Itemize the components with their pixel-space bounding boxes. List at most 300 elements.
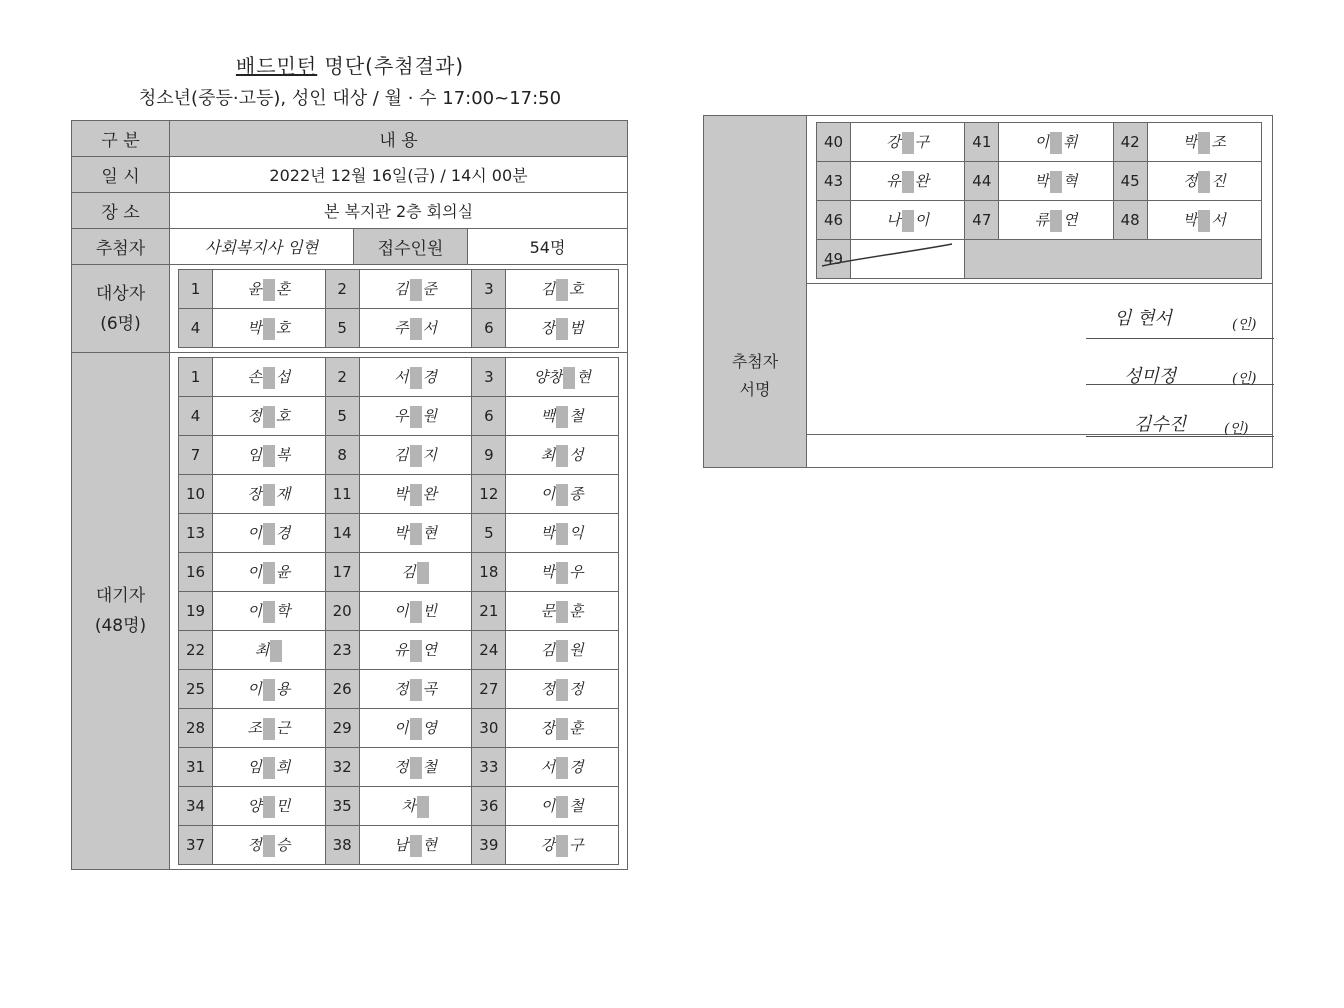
- name-first: 양창: [533, 367, 563, 386]
- entry-name: [506, 748, 619, 787]
- entry-number: 5: [325, 397, 359, 436]
- selected-count: (6명): [100, 313, 141, 334]
- name-last: 호: [569, 279, 584, 298]
- name-last: 성: [569, 445, 584, 464]
- entry-name: [999, 162, 1113, 201]
- name-first: 박: [1034, 171, 1049, 190]
- entry-number: 17: [325, 553, 359, 592]
- name-last: 철: [569, 796, 584, 815]
- redaction-mask: [263, 484, 275, 506]
- redaction-mask: [410, 279, 422, 301]
- table-row: [179, 475, 619, 514]
- entry-name: [213, 475, 326, 514]
- name-first: 유: [886, 171, 901, 190]
- redaction-mask: [410, 640, 422, 662]
- signer-label: [704, 348, 806, 404]
- name-last: 조: [1211, 132, 1226, 151]
- entry-number: 12: [472, 475, 506, 514]
- divider: [806, 283, 1272, 284]
- redaction-mask: [263, 562, 275, 584]
- entry-number: 32: [325, 748, 359, 787]
- entry-number: 14: [325, 514, 359, 553]
- name-first: 강: [540, 835, 556, 854]
- redaction-mask: [556, 445, 568, 467]
- entry-number: 27: [472, 670, 506, 709]
- redaction-mask: [410, 318, 422, 340]
- entry-number: 1: [179, 270, 213, 309]
- name-first: 김: [401, 562, 416, 581]
- redaction-mask: [263, 796, 275, 818]
- entry-number: 29: [325, 709, 359, 748]
- name-first: 정: [247, 406, 262, 425]
- entry-number: 36: [472, 787, 506, 826]
- name-first: 정: [540, 679, 556, 698]
- entry-number: 39: [472, 826, 506, 865]
- document-subtitle: 청소년(중등·고등), 성인 대상 / 월 · 수 17:00~17:50: [138, 88, 562, 109]
- name-last: 원: [569, 640, 584, 659]
- name-last: 진: [1211, 171, 1226, 190]
- table-row: [179, 748, 619, 787]
- entry-number: 5: [325, 309, 359, 348]
- entry-number: 37: [179, 826, 213, 865]
- name-first: 정: [247, 835, 262, 854]
- name-last: 철: [422, 757, 437, 776]
- entry-name: [851, 162, 965, 201]
- entry-name: [213, 826, 326, 865]
- name-last: 지: [422, 445, 437, 464]
- entry-name: [359, 787, 472, 826]
- entry-number: 21: [472, 592, 506, 631]
- redaction-mask: [263, 318, 275, 340]
- table-row: [179, 514, 619, 553]
- redaction-mask: [1050, 132, 1062, 154]
- entry-name: [213, 270, 326, 309]
- name-last: 경: [422, 367, 437, 386]
- entry-number: 44: [965, 162, 999, 201]
- entry-number: 25: [179, 670, 213, 709]
- name-first: 차: [401, 796, 416, 815]
- entry-name: [359, 826, 472, 865]
- place-label: 장 소: [72, 193, 170, 229]
- name-first: 남: [394, 835, 409, 854]
- table-row: [179, 397, 619, 436]
- redaction-mask: [410, 601, 422, 623]
- entry-name: [851, 201, 965, 240]
- entry-number: 8: [325, 436, 359, 475]
- name-first: 장: [540, 718, 556, 737]
- redaction-mask: [263, 601, 275, 623]
- table-row: [179, 709, 619, 748]
- entry-name: [359, 709, 472, 748]
- waiting-cell: [170, 353, 628, 870]
- redaction-mask: [410, 757, 422, 779]
- entry-name: [506, 514, 619, 553]
- name-last: 완: [422, 484, 437, 503]
- entry-number: 35: [325, 787, 359, 826]
- signature-2: 성미정: [1124, 366, 1177, 387]
- name-last: 익: [569, 523, 584, 542]
- table-row: [179, 631, 619, 670]
- entry-name: [506, 397, 619, 436]
- name-last: 빈: [422, 601, 437, 620]
- entry-number: 13: [179, 514, 213, 553]
- redaction-mask: [902, 132, 914, 154]
- redaction-mask: [410, 718, 422, 740]
- redaction-mask: [263, 757, 275, 779]
- redaction-mask: [263, 367, 275, 389]
- entry-number: 3: [472, 270, 506, 309]
- entry-number: 20: [325, 592, 359, 631]
- name-last: 혁: [1062, 171, 1078, 190]
- name-first: 이: [247, 562, 262, 581]
- entry-name: [359, 670, 472, 709]
- name-first: 양: [247, 796, 262, 815]
- empty-filler: [965, 240, 1262, 279]
- entry-name: [506, 826, 619, 865]
- name-last: 구: [569, 835, 584, 854]
- name-last: 섭: [275, 367, 291, 386]
- entry-number: 46: [817, 201, 851, 240]
- place-value: 본 복지관 2층 회의실: [170, 193, 628, 229]
- entry-number: 11: [325, 475, 359, 514]
- redaction-mask: [263, 406, 275, 428]
- entry-number: 6: [472, 397, 506, 436]
- applicants-value: 54명: [468, 229, 628, 265]
- name-last: 호: [275, 406, 291, 425]
- name-first: 주: [394, 318, 409, 337]
- title-rest: 명단(추첨결과): [324, 54, 465, 78]
- name-last: 휘: [1062, 132, 1078, 151]
- name-last: 경: [275, 523, 291, 542]
- entry-number: 6: [472, 309, 506, 348]
- redaction-mask: [263, 523, 275, 545]
- entry-name: [506, 436, 619, 475]
- entry-number: 43: [817, 162, 851, 201]
- name-last: 현: [422, 835, 437, 854]
- entry-number: 2: [325, 358, 359, 397]
- entry-name: [999, 201, 1113, 240]
- redaction-mask: [556, 796, 568, 818]
- selected-grid: [178, 269, 619, 348]
- name-last: 근: [275, 718, 291, 737]
- entry-name: [359, 436, 472, 475]
- entry-name: [506, 553, 619, 592]
- redaction-mask: [410, 445, 422, 467]
- redaction-mask: [556, 718, 568, 740]
- redaction-mask: [263, 835, 275, 857]
- name-first: 강: [886, 132, 901, 151]
- name-first: 최: [254, 640, 270, 659]
- signer-label-column: [704, 116, 807, 467]
- redaction-mask: [417, 796, 429, 818]
- entry-number: 23: [325, 631, 359, 670]
- name-first: 이: [247, 601, 262, 620]
- name-first: 최: [540, 445, 556, 464]
- name-first: 김: [394, 279, 409, 298]
- entry-number: 19: [179, 592, 213, 631]
- selected-label: 대상자: [95, 283, 146, 304]
- entry-name: [213, 358, 326, 397]
- entry-number: 4: [179, 309, 213, 348]
- redaction-mask: [410, 484, 422, 506]
- datetime-label: 일 시: [72, 157, 170, 193]
- redaction-mask: [410, 367, 422, 389]
- entry-name: [359, 270, 472, 309]
- entry-name: [1147, 201, 1261, 240]
- redaction-mask: [270, 640, 282, 662]
- redaction-mask: [1198, 171, 1210, 193]
- redaction-mask: [563, 367, 575, 389]
- entry-name: [213, 709, 326, 748]
- name-last: 희: [275, 757, 291, 776]
- table-row: [817, 123, 1262, 162]
- waiting-label-cell: [72, 353, 170, 870]
- redaction-mask: [263, 279, 275, 301]
- entry-number: 18: [472, 553, 506, 592]
- redaction-mask: [263, 718, 275, 740]
- seal-2: (인): [1232, 371, 1257, 387]
- name-first: 조: [247, 718, 262, 737]
- entry-name: [359, 748, 472, 787]
- entry-number: 5: [472, 514, 506, 553]
- name-first: 이: [394, 601, 409, 620]
- entry-number: 31: [179, 748, 213, 787]
- table-row: [817, 201, 1262, 240]
- name-first: 서: [540, 757, 556, 776]
- table-row: [179, 826, 619, 865]
- name-first: 박: [247, 318, 262, 337]
- name-first: 장: [540, 318, 556, 337]
- entry-number: 3: [472, 358, 506, 397]
- header-content: 내 용: [170, 121, 628, 157]
- name-first: 정: [394, 757, 409, 776]
- name-first: 박: [1182, 210, 1198, 229]
- name-last: 정: [569, 679, 584, 698]
- name-first: 김: [394, 445, 409, 464]
- name-last: 연: [422, 640, 437, 659]
- entry-name: [213, 631, 326, 670]
- table-row: [817, 162, 1262, 201]
- entry-name: [359, 592, 472, 631]
- entry-number: 41: [965, 123, 999, 162]
- entry-number: 24: [472, 631, 506, 670]
- name-first: 이: [540, 484, 556, 503]
- name-first: 정: [1182, 171, 1198, 190]
- table-row: [179, 436, 619, 475]
- main-table: [71, 120, 628, 870]
- entry-name: [213, 553, 326, 592]
- name-last: 현: [576, 367, 591, 386]
- redaction-mask: [556, 835, 568, 857]
- name-first: 백: [540, 406, 556, 425]
- table-row: [179, 309, 619, 348]
- selected-label-cell: [72, 265, 170, 353]
- redaction-mask: [902, 210, 914, 232]
- entry-name: [506, 270, 619, 309]
- name-first: 김: [540, 279, 556, 298]
- continuation-panel: [703, 115, 1273, 468]
- entry-number: 49: [817, 240, 851, 279]
- table-row: [179, 358, 619, 397]
- name-first: 이: [247, 679, 262, 698]
- entry-name: [506, 787, 619, 826]
- redaction-mask: [263, 679, 275, 701]
- entry-name: [359, 553, 472, 592]
- redaction-mask: [410, 523, 422, 545]
- redaction-mask: [556, 601, 568, 623]
- entry-name: [359, 397, 472, 436]
- redaction-mask: [263, 445, 275, 467]
- seal-3: (인): [1224, 421, 1249, 437]
- redaction-mask: [1050, 210, 1062, 232]
- name-last: 재: [275, 484, 291, 503]
- name-last: 철: [569, 406, 584, 425]
- entry-name: [506, 475, 619, 514]
- entry-number: 26: [325, 670, 359, 709]
- entry-number: 34: [179, 787, 213, 826]
- redaction-mask: [1198, 132, 1210, 154]
- waiting-grid: [178, 357, 619, 865]
- entry-name: [359, 475, 472, 514]
- entry-number: 40: [817, 123, 851, 162]
- entry-name: [359, 309, 472, 348]
- name-last: 완: [914, 171, 930, 190]
- entry-name: [213, 592, 326, 631]
- name-last: 서: [422, 318, 437, 337]
- entry-number: 4: [179, 397, 213, 436]
- redaction-mask: [556, 757, 568, 779]
- name-first: 윤: [247, 279, 262, 298]
- waiting-count: (48명): [94, 616, 147, 636]
- datetime-value: 2022년 12월 16일(금) / 14시 00분: [170, 157, 628, 193]
- divider: [806, 434, 1272, 435]
- entry-name: [506, 309, 619, 348]
- entry-name: [1147, 162, 1261, 201]
- name-last: 혼: [275, 279, 291, 298]
- signature-line: [1086, 338, 1274, 339]
- redaction-mask: [410, 835, 422, 857]
- entry-number: 1: [179, 358, 213, 397]
- name-last: 민: [275, 796, 291, 815]
- name-last: 연: [1062, 210, 1078, 229]
- entry-name: [213, 397, 326, 436]
- entry-name: [506, 709, 619, 748]
- entry-name: [213, 787, 326, 826]
- entry-number: 33: [472, 748, 506, 787]
- entry-number: 9: [472, 436, 506, 475]
- name-last: 승: [275, 835, 291, 854]
- entry-name: [506, 670, 619, 709]
- name-first: 류: [1034, 210, 1049, 229]
- name-last: 훈: [569, 718, 584, 737]
- signer-label-2: 서명: [739, 380, 771, 399]
- entry-name: [213, 670, 326, 709]
- signer-label-1: 추첨자: [731, 352, 779, 371]
- name-last: 영: [422, 718, 437, 737]
- entry-name: [213, 514, 326, 553]
- table-row: [179, 270, 619, 309]
- name-first: 정: [394, 679, 409, 698]
- selected-cell: [170, 265, 628, 353]
- name-first: 이: [394, 718, 409, 737]
- name-last: 준: [422, 279, 437, 298]
- signature-1: 임 현서: [1114, 308, 1172, 329]
- drawer-label: 추첨자: [72, 229, 170, 265]
- redaction-mask: [410, 406, 422, 428]
- name-first: 박: [540, 562, 556, 581]
- entry-number: 45: [1113, 162, 1147, 201]
- name-last: 복: [275, 445, 291, 464]
- name-first: 박: [1182, 132, 1198, 151]
- name-last: 훈: [569, 601, 584, 620]
- seal-1: (인): [1232, 317, 1257, 333]
- signature-3: 김수진: [1134, 414, 1187, 435]
- entry-name: [359, 631, 472, 670]
- redaction-mask: [556, 484, 568, 506]
- document-title: [70, 50, 630, 79]
- entry-number: 48: [1113, 201, 1147, 240]
- name-last: 이: [914, 210, 930, 229]
- table-row: [179, 553, 619, 592]
- name-first: 박: [394, 484, 409, 503]
- name-last: 현: [422, 523, 437, 542]
- name-last: 용: [275, 679, 291, 698]
- applicants-label: 접수인원: [354, 229, 468, 265]
- name-first: 나: [886, 210, 901, 229]
- name-first: 임: [247, 445, 262, 464]
- name-last: 종: [569, 484, 584, 503]
- redaction-mask: [417, 562, 429, 584]
- entry-name: [851, 123, 965, 162]
- redaction-mask: [902, 171, 914, 193]
- entry-number: 42: [1113, 123, 1147, 162]
- strike-line: [820, 240, 956, 270]
- entry-name: [506, 592, 619, 631]
- redaction-mask: [556, 562, 568, 584]
- name-last: 윤: [275, 562, 291, 581]
- redaction-mask: [1050, 171, 1062, 193]
- name-last: 우: [569, 562, 584, 581]
- name-last: 범: [569, 318, 584, 337]
- entry-number: 22: [179, 631, 213, 670]
- name-last: 서: [1211, 210, 1226, 229]
- name-first: 박: [394, 523, 409, 542]
- name-first: 문: [540, 601, 556, 620]
- table-row: [179, 670, 619, 709]
- name-first: 이: [1034, 132, 1049, 151]
- title-main: 배드민턴: [235, 54, 318, 78]
- name-last: 곡: [422, 679, 437, 698]
- name-first: 서: [394, 367, 409, 386]
- redaction-mask: [556, 523, 568, 545]
- entry-name: [1147, 123, 1261, 162]
- name-first: 유: [394, 640, 409, 659]
- name-first: 우: [394, 406, 409, 425]
- entry-number: 2: [325, 270, 359, 309]
- name-first: 이: [540, 796, 556, 815]
- entry-name: [999, 123, 1113, 162]
- entry-name: [506, 631, 619, 670]
- name-last: 호: [275, 318, 291, 337]
- table-row: [179, 787, 619, 826]
- waiting-label: 대기자: [95, 586, 146, 606]
- redaction-mask: [1198, 210, 1210, 232]
- entry-name: [213, 309, 326, 348]
- drawer-signature: 사회복지사 임현: [170, 229, 354, 265]
- entry-number: 47: [965, 201, 999, 240]
- entry-name: [506, 358, 619, 397]
- redaction-mask: [556, 406, 568, 428]
